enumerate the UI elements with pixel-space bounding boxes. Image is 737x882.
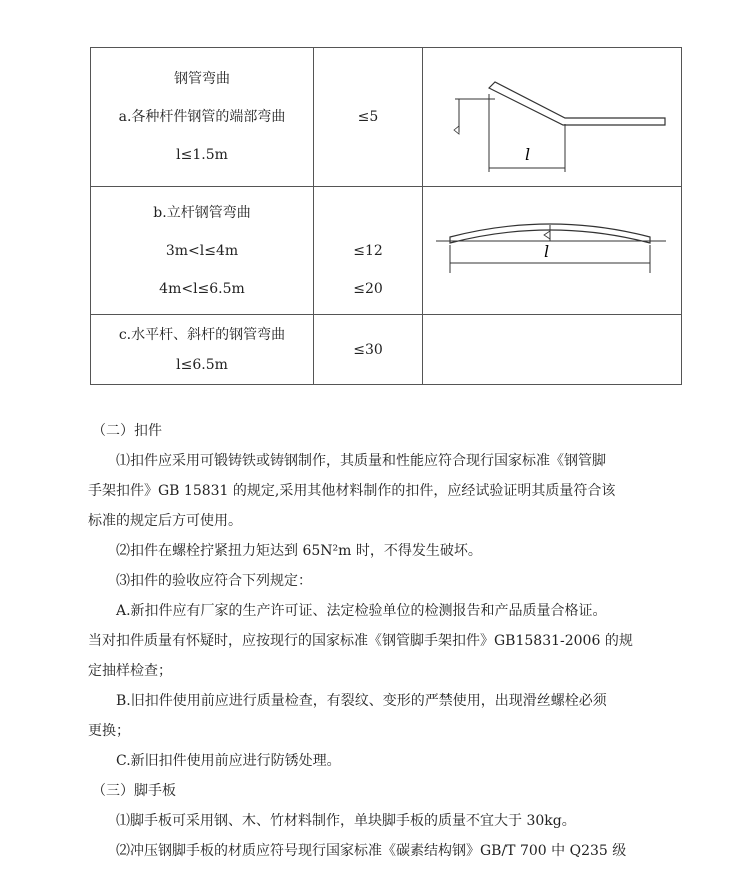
bent-pipe-shape (489, 82, 665, 125)
paragraph: 定抽样检查； (88, 663, 172, 679)
paragraph: 更换； (88, 723, 130, 739)
body-text (88, 416, 698, 866)
table-cell (91, 187, 314, 315)
length-label: l (525, 145, 531, 164)
table-cell (423, 187, 682, 315)
paragraph: B.旧扣件使用前应进行质量检查，有裂纹、变形的严禁使用，出现滑丝螺栓必须 (116, 693, 607, 709)
paragraph: ⑶扣件的验收应符合下列规定： (116, 573, 312, 589)
row-b-title: b.立杆钢管弯曲 (153, 204, 251, 221)
deflection-arrow-icon (454, 126, 459, 134)
paragraph: A.新扣件应有厂家的生产许可证、法定检验单位的检测报告和产品质量合格证。 (116, 603, 607, 619)
table-cell (91, 48, 314, 187)
row-c-range: l≤6.5m (176, 356, 228, 373)
paragraph: ⑵冲压钢脚手板的材质应符号现行国家标准《碳素结构钢》GB/T 700 中 Q235 级 (116, 843, 627, 859)
standpipe-bend-diagram (432, 211, 672, 291)
paragraph: 当对扣件质量有怀疑时，应按现行的国家标准《钢管脚手架扣件》GB15831-2006 的规 (88, 633, 633, 649)
deflection-arrow-icon (544, 231, 550, 239)
table-cell (423, 48, 682, 187)
section-heading-fasteners: （二）扣件 (92, 423, 162, 439)
row-a-desc: a.各种杆件钢管的端部弯曲 (118, 109, 286, 125)
table-row (91, 315, 682, 385)
row-a-value: ≤5 (314, 48, 423, 187)
row-b-value-1: ≤12 (353, 242, 383, 259)
row-b-value-2: ≤20 (353, 280, 383, 297)
end-bend-diagram (437, 62, 667, 172)
row-b-range-1: 3m<l≤4m (165, 242, 239, 259)
paragraph: ⑵扣件在螺栓拧紧扭力矩达到 65N²m 时，不得发生破坏。 (116, 543, 482, 559)
row-c-title: c.水平杆、斜杆的钢管弯曲 (118, 326, 286, 343)
section-heading-scaffold-boards: （三）脚手板 (92, 783, 176, 799)
table-row (91, 48, 682, 187)
row-b-range-2: 4m<l≤6.5m (159, 280, 245, 297)
row-a-title: 钢管弯曲 (174, 71, 230, 87)
paragraph: 手架扣件》GB 15831 的规定,采用其他材料制作的扣件，应经试验证明其质量符合该 (88, 483, 616, 499)
length-label: l (544, 241, 550, 261)
row-a-range: l≤1.5m (176, 147, 228, 163)
table-cell-empty (423, 315, 682, 385)
paragraph: C.新旧扣件使用前应进行防锈处理。 (116, 753, 341, 769)
paragraph: ⑴脚手板可采用钢、木、竹材料制作，单块脚手板的质量不宜大于 30kg。 (116, 813, 576, 829)
table-cell (91, 315, 314, 385)
table-cell (314, 187, 423, 315)
paragraph: ⑴扣件应采用可锻铸铁或铸钢制作，其质量和性能应符合现行国家标准《钢管脚 (116, 453, 606, 469)
table-row (91, 187, 682, 315)
row-c-value: ≤30 (314, 315, 423, 385)
paragraph: 标准的规定后方可使用。 (88, 513, 242, 529)
pipe-bending-table (90, 47, 682, 385)
